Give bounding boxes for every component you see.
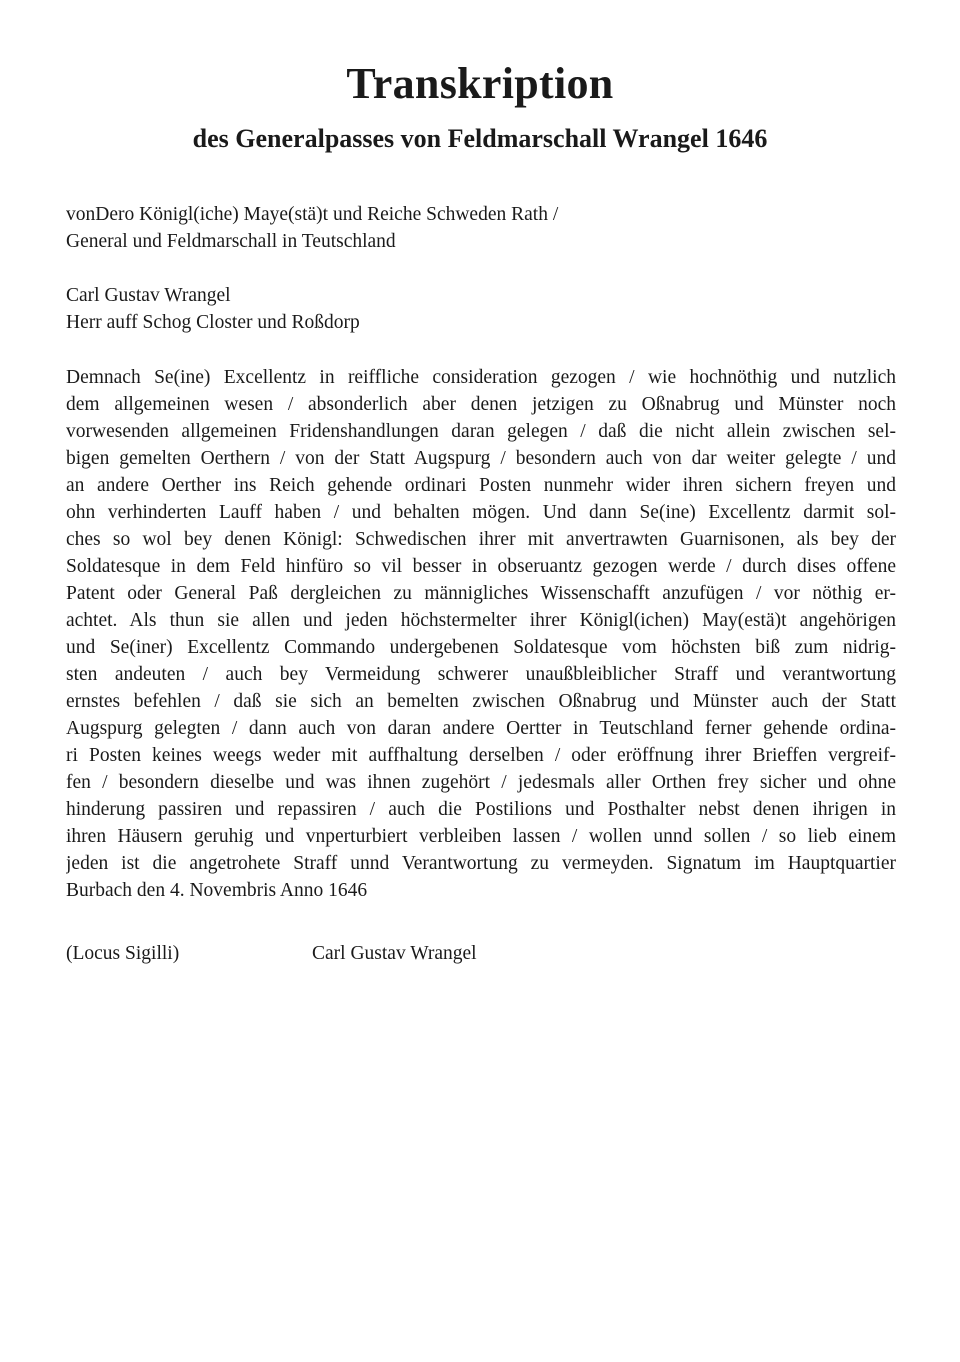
body-line: bigen gemelten Oerthern / von der Statt Augspurg / besondern auch von dar weiter gelegte / und — [66, 448, 896, 469]
author-title: Herr auff Schog Closter und Roßdorp — [66, 312, 360, 333]
body-line: Soldatesque in dem Feld hinfüro so vil besser in obseruantz gezogen werde / durch dises offene — [66, 556, 896, 577]
locus-sigilli: (Locus Sigilli) — [66, 943, 180, 964]
body-line: Augspurg gelegten / dann auch von daran andere Oertter in Teutschland ferner gehende ordina- — [66, 718, 896, 739]
address-line: General und Feldmarschall in Teutschland — [66, 231, 396, 252]
body-line: vorwesenden allgemeinen Fridenshandlungen daran gelegen / daß die nicht allein zwischen sel- — [66, 421, 896, 442]
body-line: fen / besondern dieselbe und was ihnen zugehört / jedesmals aller Orthen frey sicher und ohne — [66, 772, 896, 793]
body-line: dem allgemeinen wesen / absonderlich aber denen jetzigen zu Oßnabrug und Münster noch — [66, 394, 896, 415]
body-line: ernstes befehlen / daß sie sich an bemelten zwischen Oßnabrug und Münster auch der Statt — [66, 691, 896, 712]
body-line: ri Posten keines weegs weder mit auffhaltung derselben / oder eröffnung ihrer Brieffen vergreif- — [66, 745, 896, 766]
body-line: hinderung passiren und repassiren / auch die Postilions und Posthalter nebst denen ihrigen in — [66, 799, 896, 820]
address-block — [66, 201, 896, 255]
author-block — [66, 282, 896, 336]
address-line: vonDero Königl(iche) Maye(stä)t und Reiche Schweden Rath / — [66, 204, 559, 225]
author-name: Carl Gustav Wrangel — [66, 285, 231, 306]
body-line: Patent oder General Paß dergleichen zu männigliches Wissenschafft anzufügen / vor nöthig er- — [66, 583, 896, 604]
body-line: Demnach Se(ine) Excellentz in reiffliche consideration gezogen / wie hochnöthig und nutzlich — [66, 367, 896, 388]
body-paragraph — [66, 364, 896, 904]
body-line: an andere Oerther ins Reich gehende ordinari Posten nunmehr wider ihren sichern freyen und — [66, 475, 896, 496]
body-line: Burbach den 4. Novembris Anno 1646 — [66, 880, 368, 901]
signature: Carl Gustav Wrangel — [312, 943, 477, 964]
body-line: jeden ist die angetrohete Straff unnd Verantwortung zu vermeyden. Signatum im Hauptquartier — [66, 853, 896, 874]
body-line: ches so wol bey denen Königl: Schwedischen ihrer mit anvertrawten Guarnisonen, als bey der — [66, 529, 896, 550]
body-line: achtet. Als thun sie allen und jeden höchstermelter ihrer Königl(ichen) May(estä)t angehörigen — [66, 610, 896, 631]
body-line: ihren Häusern geruhig und vnperturbiert verbleiben lassen / wollen unnd sollen / so lieb einem — [66, 826, 896, 847]
page-title: Transkription — [346, 59, 614, 108]
body-line: ohn verhinderten Lauff haben / und behalten mögen. Und dann Se(ine) Excellentz darmit sol- — [66, 502, 896, 523]
page-subtitle: des Generalpasses von Feldmarschall Wrangel 1646 — [192, 124, 768, 153]
body-line: und Se(iner) Excellentz Commando undergebenen Soldatesque vom höchsten biß zum nidrig- — [66, 637, 896, 658]
body-line: sten andeuten / auch bey Vermeidung schwerer unaußbleiblicher Straff und verantwortung — [66, 664, 896, 685]
